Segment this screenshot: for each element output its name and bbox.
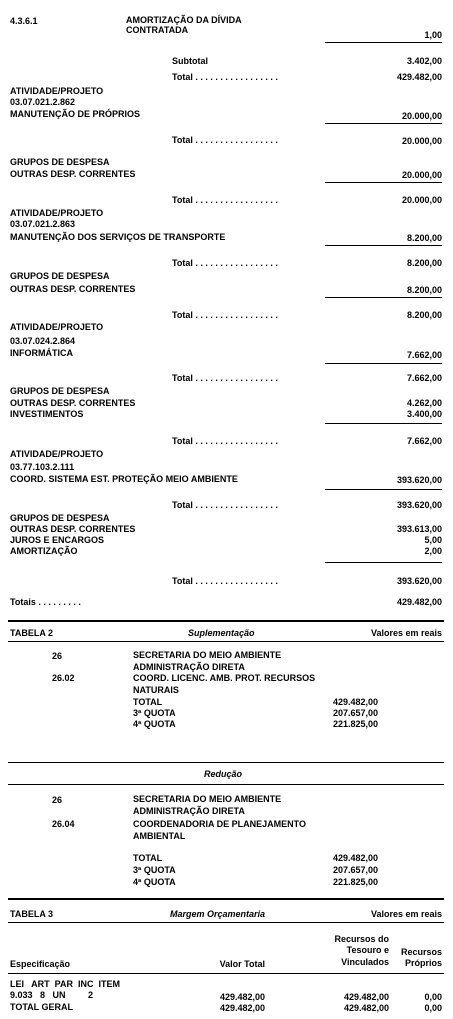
row-label: 3ª QUOTA <box>133 865 176 875</box>
group-item-label: OUTRAS DESP. CORRENTES <box>10 284 136 294</box>
row-spec: 9.033 8 UN 2 <box>10 990 94 1000</box>
section-title-line2: CONTRATADA <box>126 25 189 35</box>
group-header: GRUPOS DE DESPESA <box>10 386 110 396</box>
unit-name: NATURAIS <box>133 685 179 695</box>
col-proprios-header: Recursos <box>400 947 442 957</box>
project-total-value: 7.662,00 <box>406 373 442 383</box>
group-item-label: JUROS E ENCARGOS <box>10 535 105 545</box>
group-total-value: 8.200,00 <box>406 310 442 320</box>
group-header: GRUPOS DE DESPESA <box>10 513 110 523</box>
row-label: 4ª QUOTA <box>133 719 176 729</box>
totais-value: 429.482,00 <box>396 597 442 607</box>
project-name: INFORMÁTICA <box>10 348 73 358</box>
total-geral-label: TOTAL GERAL <box>10 1002 73 1012</box>
table-rule <box>8 784 444 785</box>
subtotal-label: Subtotal <box>172 56 208 66</box>
project-value: 393.620,00 <box>396 475 442 485</box>
project-total-label: Total . . . . . . . . . . . . . . . . . <box>172 258 278 268</box>
group-total-value: 393.620,00 <box>396 576 442 586</box>
group-total-value: 20.000,00 <box>401 195 442 205</box>
row-proprios: 0,00 <box>424 992 442 1002</box>
rule <box>325 245 442 246</box>
project-total-value: 393.620,00 <box>396 500 442 510</box>
project-total-value: 20.000,00 <box>401 136 442 146</box>
tabela3-label: TABELA 3 <box>10 909 54 919</box>
tabela2-title: Suplementação <box>188 628 255 638</box>
rule <box>325 42 442 43</box>
row-value: 207.657,00 <box>332 865 378 875</box>
col-tesouro-header: Tesouro e <box>346 945 389 955</box>
unit-code: 26.04 <box>52 819 75 829</box>
row-label: 4ª QUOTA <box>133 877 176 887</box>
rule <box>325 489 442 490</box>
group-header: GRUPOS DE DESPESA <box>10 271 110 281</box>
project-header: ATIVIDADE/PROJETO <box>10 208 104 218</box>
total-label: Total . . . . . . . . . . . . . . . . . <box>172 72 278 82</box>
group-item-label: AMORTIZAÇÃO <box>10 546 78 556</box>
row-tesouro: 429.482,00 <box>343 992 389 1002</box>
table-rule <box>8 620 444 622</box>
project-code: 03.07.021.2.863 <box>10 219 76 229</box>
group-item-value: 20.000,00 <box>401 170 442 180</box>
rule <box>325 423 442 424</box>
project-value: 20.000,00 <box>401 111 442 121</box>
row-value: 429.482,00 <box>332 853 378 863</box>
col-tesouro-header: Recursos do <box>334 934 389 944</box>
table-rule <box>8 762 444 763</box>
row-label: TOTAL <box>133 853 163 863</box>
project-value: 7.662,00 <box>406 350 442 360</box>
totais-label: Totais . . . . . . . . . <box>10 597 81 607</box>
table-rule <box>8 641 444 642</box>
project-name: MANUTENÇÃO DE PRÓPRIOS <box>10 109 141 119</box>
table-rule <box>8 922 444 923</box>
tabela3-units: Valores em reais <box>370 909 442 919</box>
table-rule <box>8 898 444 900</box>
unit-name: AMBIENTAL <box>133 831 186 841</box>
project-code: 03.07.024.2.864 <box>10 336 76 346</box>
group-total-label: Total . . . . . . . . . . . . . . . . . <box>172 436 278 446</box>
rule <box>325 297 442 298</box>
row-total: 429.482,00 <box>219 992 265 1002</box>
group-total-label: Total . . . . . . . . . . . . . . . . . <box>172 576 278 586</box>
group-item-value: 8.200,00 <box>406 285 442 295</box>
reducao-title: Redução <box>204 769 243 779</box>
rule <box>325 182 442 183</box>
unit-name: COORDENADORIA DE PLANEJAMENTO <box>133 819 307 829</box>
project-header: ATIVIDADE/PROJETO <box>10 449 104 459</box>
group-total-value: 7.662,00 <box>406 436 442 446</box>
org-name: SECRETARIA DO MEIO AMBIENTE <box>133 650 282 660</box>
row-value: 221.825,00 <box>332 719 378 729</box>
rule <box>325 562 442 563</box>
col-tesouro-header: Vinculados <box>341 957 389 967</box>
org-code: 26 <box>52 651 63 661</box>
group-item-label: OUTRAS DESP. CORRENTES <box>10 169 136 179</box>
project-header: ATIVIDADE/PROJETO <box>10 86 104 96</box>
rule <box>325 123 442 124</box>
section-code: 4.3.6.1 <box>10 16 38 26</box>
row-label: 3ª QUOTA <box>133 708 176 718</box>
tabela2-units: Valores em reais <box>370 628 442 638</box>
project-name: MANUTENÇÃO DOS SERVIÇOS DE TRANSPORTE <box>10 232 226 242</box>
org-name: ADMINISTRAÇÃO DIRETA <box>133 806 245 816</box>
subtotal-value: 3.402,00 <box>406 56 442 66</box>
tabela3-title: Margem Orçamentaria <box>170 909 266 919</box>
project-total-label: Total . . . . . . . . . . . . . . . . . <box>172 500 278 510</box>
total-value: 429.482,00 <box>396 72 442 82</box>
section-title-line1: AMORTIZAÇÃO DA DÍVIDA <box>126 15 242 25</box>
unit-name: COORD. LICENC. AMB. PROT. RECURSOS <box>133 673 316 683</box>
row-value: 429.482,00 <box>332 697 378 707</box>
project-code: 03.77.103.2.111 <box>10 462 75 472</box>
unit-code: 26.02 <box>52 673 75 683</box>
project-value: 8.200,00 <box>406 233 442 243</box>
table-rule <box>8 973 444 974</box>
group-item-value: 393.613,00 <box>396 524 442 534</box>
project-total-label: Total . . . . . . . . . . . . . . . . . <box>172 373 278 383</box>
lei-header: LEI ART PAR INC ITEM <box>10 979 120 989</box>
col-spec-header: Especificação <box>10 959 71 969</box>
tabela2-label: TABELA 2 <box>10 628 54 638</box>
project-header: ATIVIDADE/PROJETO <box>10 322 104 332</box>
rule <box>325 363 442 364</box>
row-value: 221.825,00 <box>332 877 378 887</box>
group-item-label: INVESTIMENTOS <box>10 409 84 419</box>
col-proprios-header: Próprios <box>404 958 442 968</box>
org-name: ADMINISTRAÇÃO DIRETA <box>133 662 245 672</box>
row-label: TOTAL <box>133 697 163 707</box>
project-code: 03.07.021.2.862 <box>10 97 76 107</box>
total-geral-proprios: 0,00 <box>424 1003 442 1013</box>
group-item-value: 3.400,00 <box>406 409 442 419</box>
group-total-label: Total . . . . . . . . . . . . . . . . . <box>172 310 278 320</box>
project-total-label: Total . . . . . . . . . . . . . . . . . <box>172 135 278 145</box>
group-item-value: 5,00 <box>424 535 442 545</box>
section-title-value: 1,00 <box>424 30 442 40</box>
org-code: 26 <box>52 795 63 805</box>
row-value: 207.657,00 <box>332 708 378 718</box>
total-geral-total: 429.482,00 <box>219 1003 265 1013</box>
group-total-label: Total . . . . . . . . . . . . . . . . . <box>172 195 278 205</box>
project-name: COORD. SISTEMA EST. PROTEÇÃO MEIO AMBIENTE <box>10 474 238 484</box>
project-total-value: 8.200,00 <box>406 258 442 268</box>
group-item-value: 4.262,00 <box>406 398 442 408</box>
total-geral-tesouro: 429.482,00 <box>343 1003 389 1013</box>
group-item-label: OUTRAS DESP. CORRENTES <box>10 398 136 408</box>
group-item-value: 2,00 <box>424 546 442 556</box>
group-header: GRUPOS DE DESPESA <box>10 157 110 167</box>
org-name: SECRETARIA DO MEIO AMBIENTE <box>133 794 282 804</box>
col-total-header: Valor Total <box>219 959 265 969</box>
group-item-label: OUTRAS DESP. CORRENTES <box>10 524 136 534</box>
